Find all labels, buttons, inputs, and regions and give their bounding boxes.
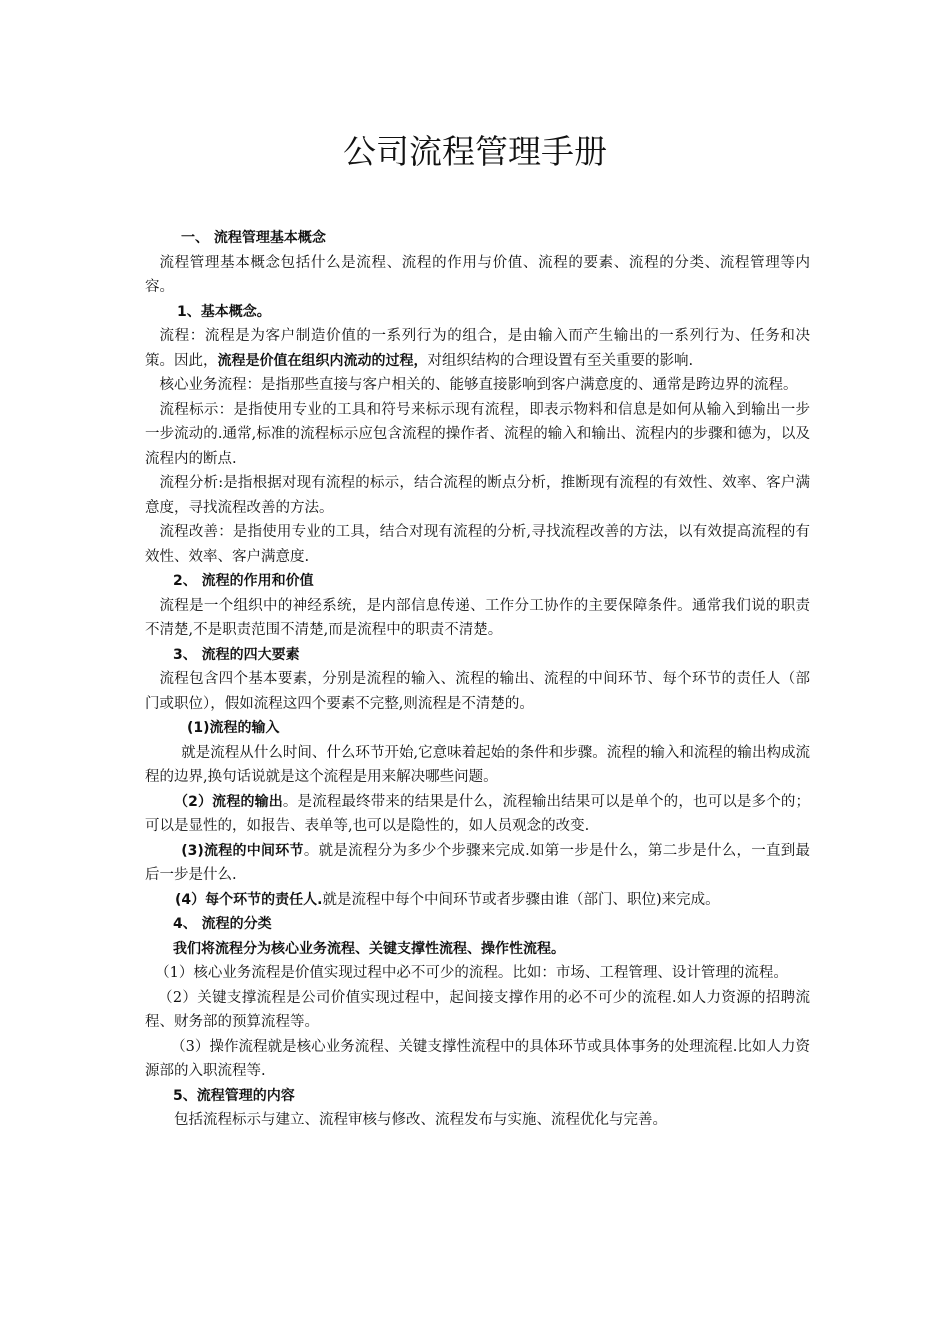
paragraph-classification-bold: 我们将流程分为核心业务流程、关键支撑性流程、操作性流程。	[173, 940, 565, 957]
element-middle-text: 。就是流程分为多少个步骤来完成.如第一步是什么，第二步是什么，一直到最后一步是什么.	[145, 842, 810, 883]
document-title: 公司流程管理手册	[343, 132, 607, 171]
process-definition-text-a: 流程：流程是为客户制造价值的一系列行为的组合，是由输入而产生输出的一系列行为、任务和决策。因此，	[145, 328, 810, 369]
subsection-heading-3: 3、 流程的四大要素	[173, 646, 300, 663]
element-output-label: （2）流程的输出	[174, 793, 283, 810]
paragraph-class-operation: （3）操作流程就是核心业务流程、关键支撑性流程中的具体环节或具体事务的处理流程.比如人力资源部的入职流程等.	[145, 1038, 810, 1079]
subsection-heading-5: 5、流程管理的内容	[173, 1087, 295, 1104]
subsection-heading-2: 2、 流程的作用和价值	[173, 573, 314, 589]
paragraph-management-content: 包括流程标示与建立、流程审核与修改、流程发布与实施、流程优化与完善。	[174, 1112, 667, 1128]
subsection-heading-1: 1、基本概念。	[177, 303, 271, 320]
paragraph-process-improvement: 流程改善：是指使用专业的工具，结合对现有流程的分析,寻找流程改善的方法，以有效提高流程的有效性、效率、客户满意度.	[145, 524, 810, 565]
process-definition-bold: 流程是价值在组织内流动的过程，	[217, 352, 428, 369]
paragraph-class-core: （1）核心业务流程是价值实现过程中必不可少的流程。比如：市场、工程管理、设计管理的流程。	[155, 965, 788, 981]
element-owner-label: (4）每个环节的责任人.	[175, 891, 323, 908]
section-heading-1: 一、 流程管理基本概念	[181, 230, 326, 246]
element-output-text: 。是流程最终带来的结果是什么，流程输出结果可以是单个的，也可以是多个的；可以是显性的，如报告、表单等,也可以是隐性的，如人员观念的改变.	[145, 793, 810, 834]
paragraph-core-process: 核心业务流程：是指那些直接与客户相关的、能够直接影响到客户满意度的、通常是跨边界的流程。	[159, 377, 798, 393]
paragraph-element-owner	[145, 888, 810, 913]
document-body	[145, 226, 810, 1133]
paragraph-process-analysis: 流程分析:是指根据对现有流程的标示，结合流程的断点分析，推断现有流程的有效性、效率、客户满意度，寻找流程改善的方法。	[145, 475, 810, 516]
paragraph-intro: 流程管理基本概念包括什么是流程、流程的作用与价值、流程的要素、流程的分类、流程管理等内容。	[145, 254, 810, 295]
paragraph-process-value: 流程是一个组织中的神经系统，是内部信息传递、工作分工协作的主要保障条件。通常我们说的职责不清楚,不是职责范围不清楚,而是流程中的职责不清楚。	[145, 597, 810, 638]
paragraph-element-output	[145, 790, 810, 839]
paragraph-class-support: （2）关键支撑流程是公司价值实现过程中，起间接支撑作用的必不可少的流程.如人力资源的招聘流程、财务部的预算流程等。	[145, 989, 810, 1030]
element-heading-input: (1)流程的输入	[187, 720, 280, 736]
paragraph-element-input: 就是流程从什么时间、什么环节开始,它意味着起始的条件和步骤。流程的输入和流程的输出构成流程的边界,换句话说就是这个流程是用来解决哪些问题。	[145, 744, 810, 785]
paragraph-element-middle	[145, 839, 810, 888]
process-definition-text-b: 对组织结构的合理设置有至关重要的影响.	[427, 352, 694, 369]
paragraph-process-mapping: 流程标示：是指使用专业的工具和符号来标示现有流程，即表示物料和信息是如何从输入到输出一步一步流动的.通常,标准的流程标示应包含流程的操作者、流程的输入和输出、流程内的步骤和德为，以及流程内的断点.	[145, 401, 810, 467]
subsection-heading-4: 4、 流程的分类	[173, 916, 272, 932]
element-middle-label: (3)流程的中间环节	[181, 842, 304, 859]
paragraph-process-definition	[145, 324, 810, 373]
paragraph-four-elements: 流程包含四个基本要素，分别是流程的输入、流程的输出、流程的中间环节、每个环节的责任人（部门或职位），假如流程这四个要素不完整,则流程是不清楚的。	[145, 671, 810, 712]
element-owner-text: 就是流程中每个中间环节或者步骤由谁（部门、职位)来完成。	[322, 891, 720, 908]
